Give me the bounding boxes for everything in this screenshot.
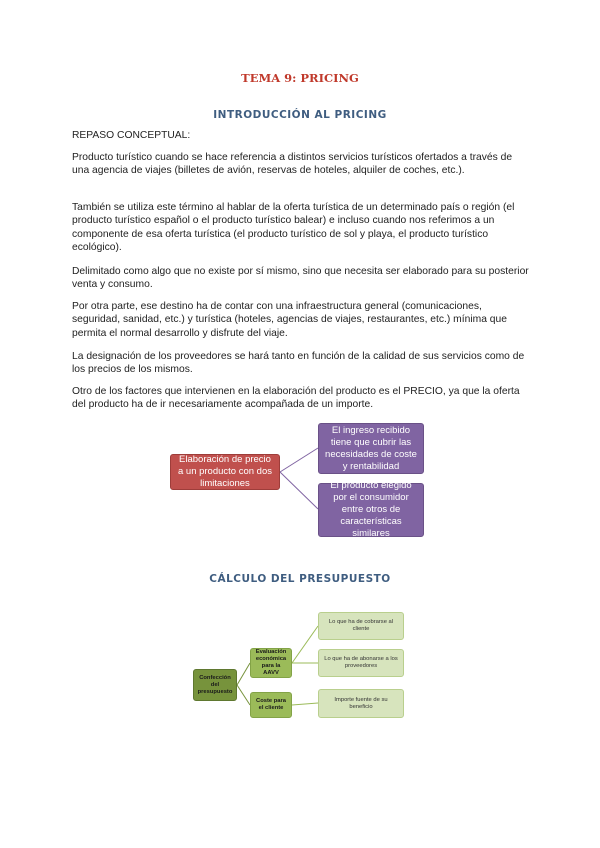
- section-heading-calculo: CÁLCULO DEL PRESUPUESTO: [209, 573, 391, 585]
- connector-root-branch1: [280, 448, 318, 472]
- connector-coste-importe: [292, 703, 318, 705]
- connector-evaluacion-cobrarse: [292, 626, 318, 663]
- document-title: TEMA 9: PRICING: [241, 71, 359, 85]
- paragraph-precio: Otro de los factores que intervienen en la elaboración del producto es el PRECIO, ya que la oferta del producto ha de ir necesariamente acompañada de un importe.: [72, 386, 520, 411]
- paragraph-repaso: REPASO CONCEPTUAL:: [72, 130, 191, 141]
- diagram2-importe-box: Importe fuente de su beneficio: [318, 689, 404, 718]
- diagram2-abonarse-box: Lo que ha de abonarse a los proveedores: [318, 649, 404, 677]
- paragraph-producto-turistico: Producto turístico cuando se hace referencia a distintos servicios turísticos ofertados a través de una agencia de viajes (billetes de avión, reservas de hoteles, alquiler de coches, etc.).: [72, 152, 513, 177]
- connector-root-evaluacion: [237, 663, 250, 685]
- diagram2-coste-box: Coste para el cliente: [250, 692, 292, 718]
- diagram1-branch-box-ingreso: El ingreso recibido tiene que cubrir las necesidades de coste y rentabilidad: [318, 423, 424, 474]
- diagram2-root-box: Confección del presupuesto: [193, 669, 237, 701]
- diagram2-evaluacion-box: Evaluación económica para la AAVV: [250, 648, 292, 678]
- paragraph-delimitado: Delimitado como algo que no existe por sí mismo, sino que necesita ser elaborado para su posterior venta y consumo.: [72, 266, 529, 291]
- connector-root-coste: [237, 685, 250, 705]
- diagram1-root-box: Elaboración de precio a un producto con dos limitaciones: [170, 454, 280, 490]
- section-heading-introduccion: INTRODUCCIÓN AL PRICING: [213, 109, 387, 121]
- connector-root-branch2: [280, 472, 318, 509]
- paragraph-proveedores: La designación de los proveedores se hará tanto en función de la calidad de sus servicios como de los precios de los mismos.: [72, 351, 525, 376]
- paragraph-termino: También se utiliza este término al hablar de la oferta turística de un determinado país o región (el producto turístico español o el producto turístico balear) e incluso cuando nos referimos a un componente de esa oferta turística (el producto turístico de sol y playa, el producto turístico ecológico).: [72, 202, 515, 254]
- paragraph-infraestructura: Por otra parte, ese destino ha de contar con una infraestructura general (comunicaciones, seguridad, sanidad, etc.) y turística (hoteles, agencias de viajes, restaurantes, etc.) mínima que permita el normal desarrollo y disfrute del viaje.: [72, 301, 507, 339]
- diagram1-branch-box-producto: El producto elegido por el consumidor entre otros de características similares: [318, 483, 424, 537]
- diagram2-cobrarse-box: Lo que ha de cobrarse al cliente: [318, 612, 404, 640]
